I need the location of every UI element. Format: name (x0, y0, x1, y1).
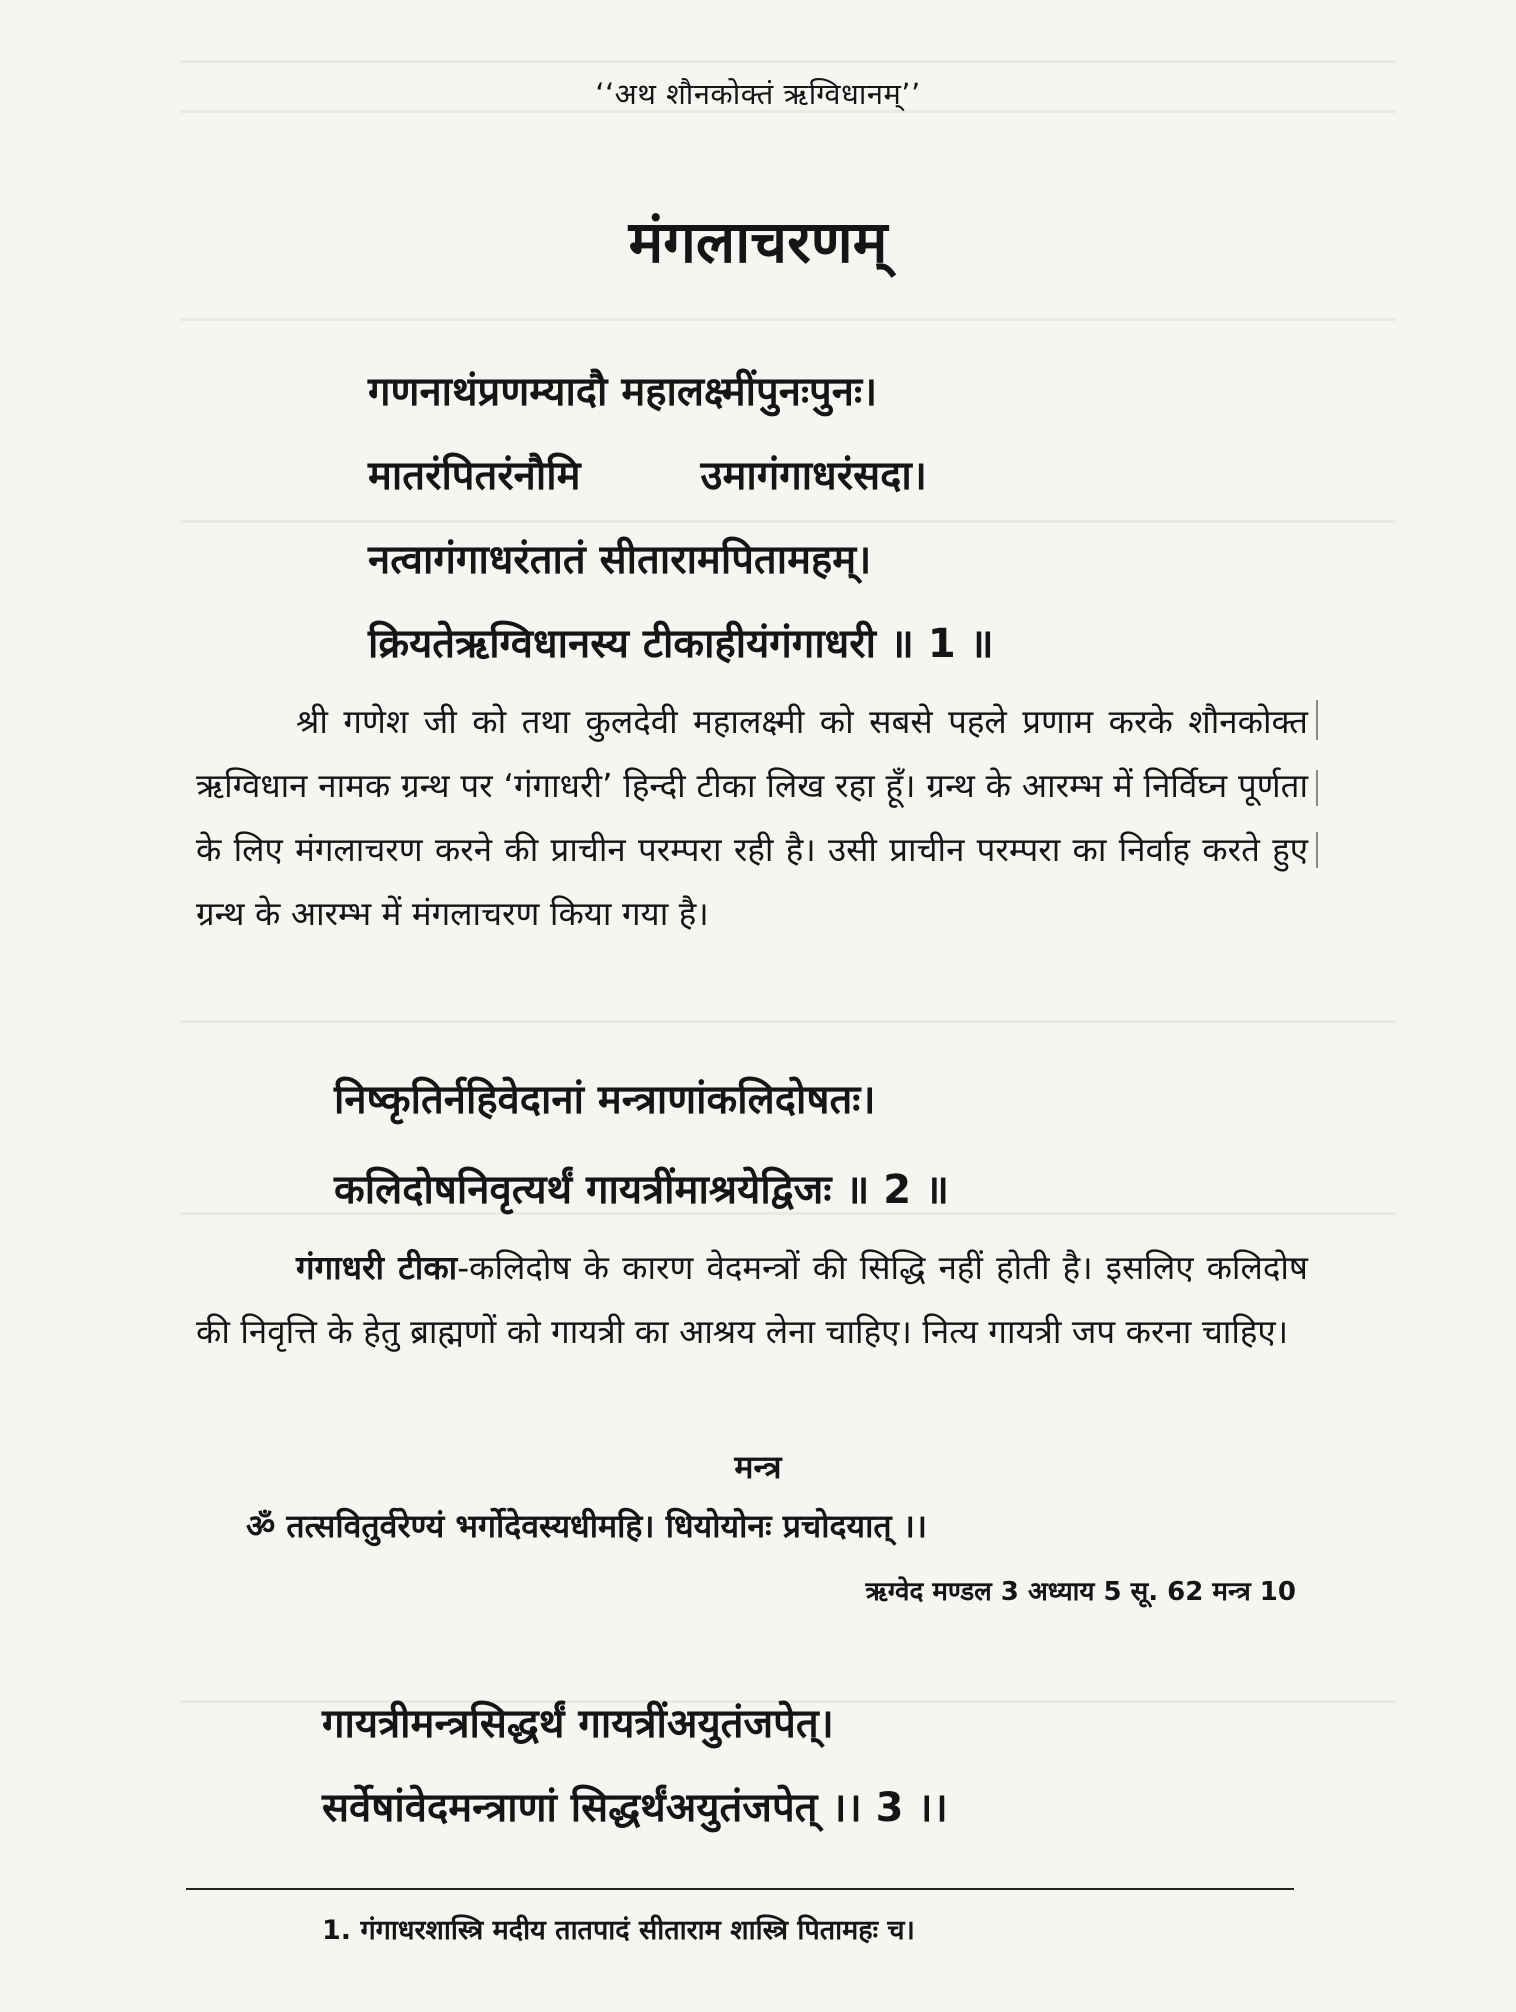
verse-1-line-2 (368, 446, 927, 501)
margin-mark (1316, 832, 1318, 868)
mantra-citation: ऋग्वेद मण्डल 3 अध्याय 5 सू. 62 मन्त्र 10 (865, 1577, 1296, 1607)
verse-1-line-2-right: उमागंगाधरंसदा। (700, 453, 927, 499)
verse-1-line-4: क्रियतेऋग्विधानस्य टीकाहीयंगंगाधरी ॥ 1 ॥ (368, 621, 994, 667)
margin-mark (1316, 700, 1318, 740)
commentary-1-text: श्री गणेश जी को तथा कुलदेवी महालक्ष्मी को सबसे पहले प्रणाम करके शौनकोक्त ऋग्विधान नामक ग्रन्थ पर ‘गंगाधरी’ हिन्दी टीका लिख रहा हूँ। ग्रन्थ के आरम्भ में निर्विघ्न पूर्णता के लिए मंगलाचरण करने की प्राचीन परम्परा रही है। उसी प्राचीन परम्परा का निर्वाह करते हुए ग्रन्थ के आरम्भ में मंगलाचरण किया गया है। (196, 702, 1308, 933)
verse-1-line-3: नत्वागंगाधरंतातं सीतारामपितामहम्। (368, 537, 872, 583)
verse-2-line-2: कलिदोषनिवृत्यर्थं गायत्रींमाश्रयेद्विजः ॥ 2 ॥ (334, 1167, 949, 1213)
verse-2-line-1: निष्कृतिर्नहिवेदानां मन्त्राणांकलिदोषतः। (334, 1077, 876, 1123)
show-through-line (180, 520, 1396, 523)
commentary-2 (196, 1236, 1308, 1364)
footnote-divider (186, 1888, 1294, 1890)
page-header: ‘‘अथ शौनकोक्तं ऋग्विधानम्’’ (595, 77, 921, 111)
show-through-line (180, 318, 1396, 321)
verse-1-line-1: गणनाथंप्रणम्यादौ महालक्ष्मींपुनःपुनः। (368, 369, 878, 415)
verse-1-line-2-left: मातरंपितरंनौमि (368, 453, 581, 499)
gayatri-mantra: ॐ तत्सवितुर्वरेण्यं भर्गोदेवस्यधीमहि। धियोयोनः प्रचोदयात् ।। (246, 1507, 928, 1545)
commentary-2-text: -कलिदोष के कारण वेदमन्त्रों की सिद्धि नहीं होती है। इसलिए कलिदोष की निवृत्ति के हेतु ब्राह्मणों को गायत्री का आश्रय लेना चाहिए। नित्य गायत्री जप करना चाहिए। (196, 1248, 1308, 1351)
show-through-line (180, 1020, 1396, 1023)
show-through-line (180, 60, 1396, 63)
commentary-1 (196, 690, 1308, 946)
margin-mark (1316, 770, 1318, 806)
page-title: मंगलाचरणम् (628, 208, 888, 276)
commentary-label: गंगाधरी टीका (296, 1248, 458, 1287)
footnote: 1. गंगाधरशास्त्रि मदीय तातपादं सीताराम शास्त्रि पितामहः च। (322, 1915, 915, 1946)
verse-3-line-2: सर्वेषांवेदमन्त्राणां सिद्धर्थंअयुतंजपेत् ।। 3 ।। (322, 1785, 948, 1831)
mantra-heading: मन्त्र (734, 1448, 782, 1486)
verse-3-line-1: गायत्रीमन्त्रसिद्धर्थं गायत्रींअयुतंजपेत्। (322, 1701, 834, 1747)
